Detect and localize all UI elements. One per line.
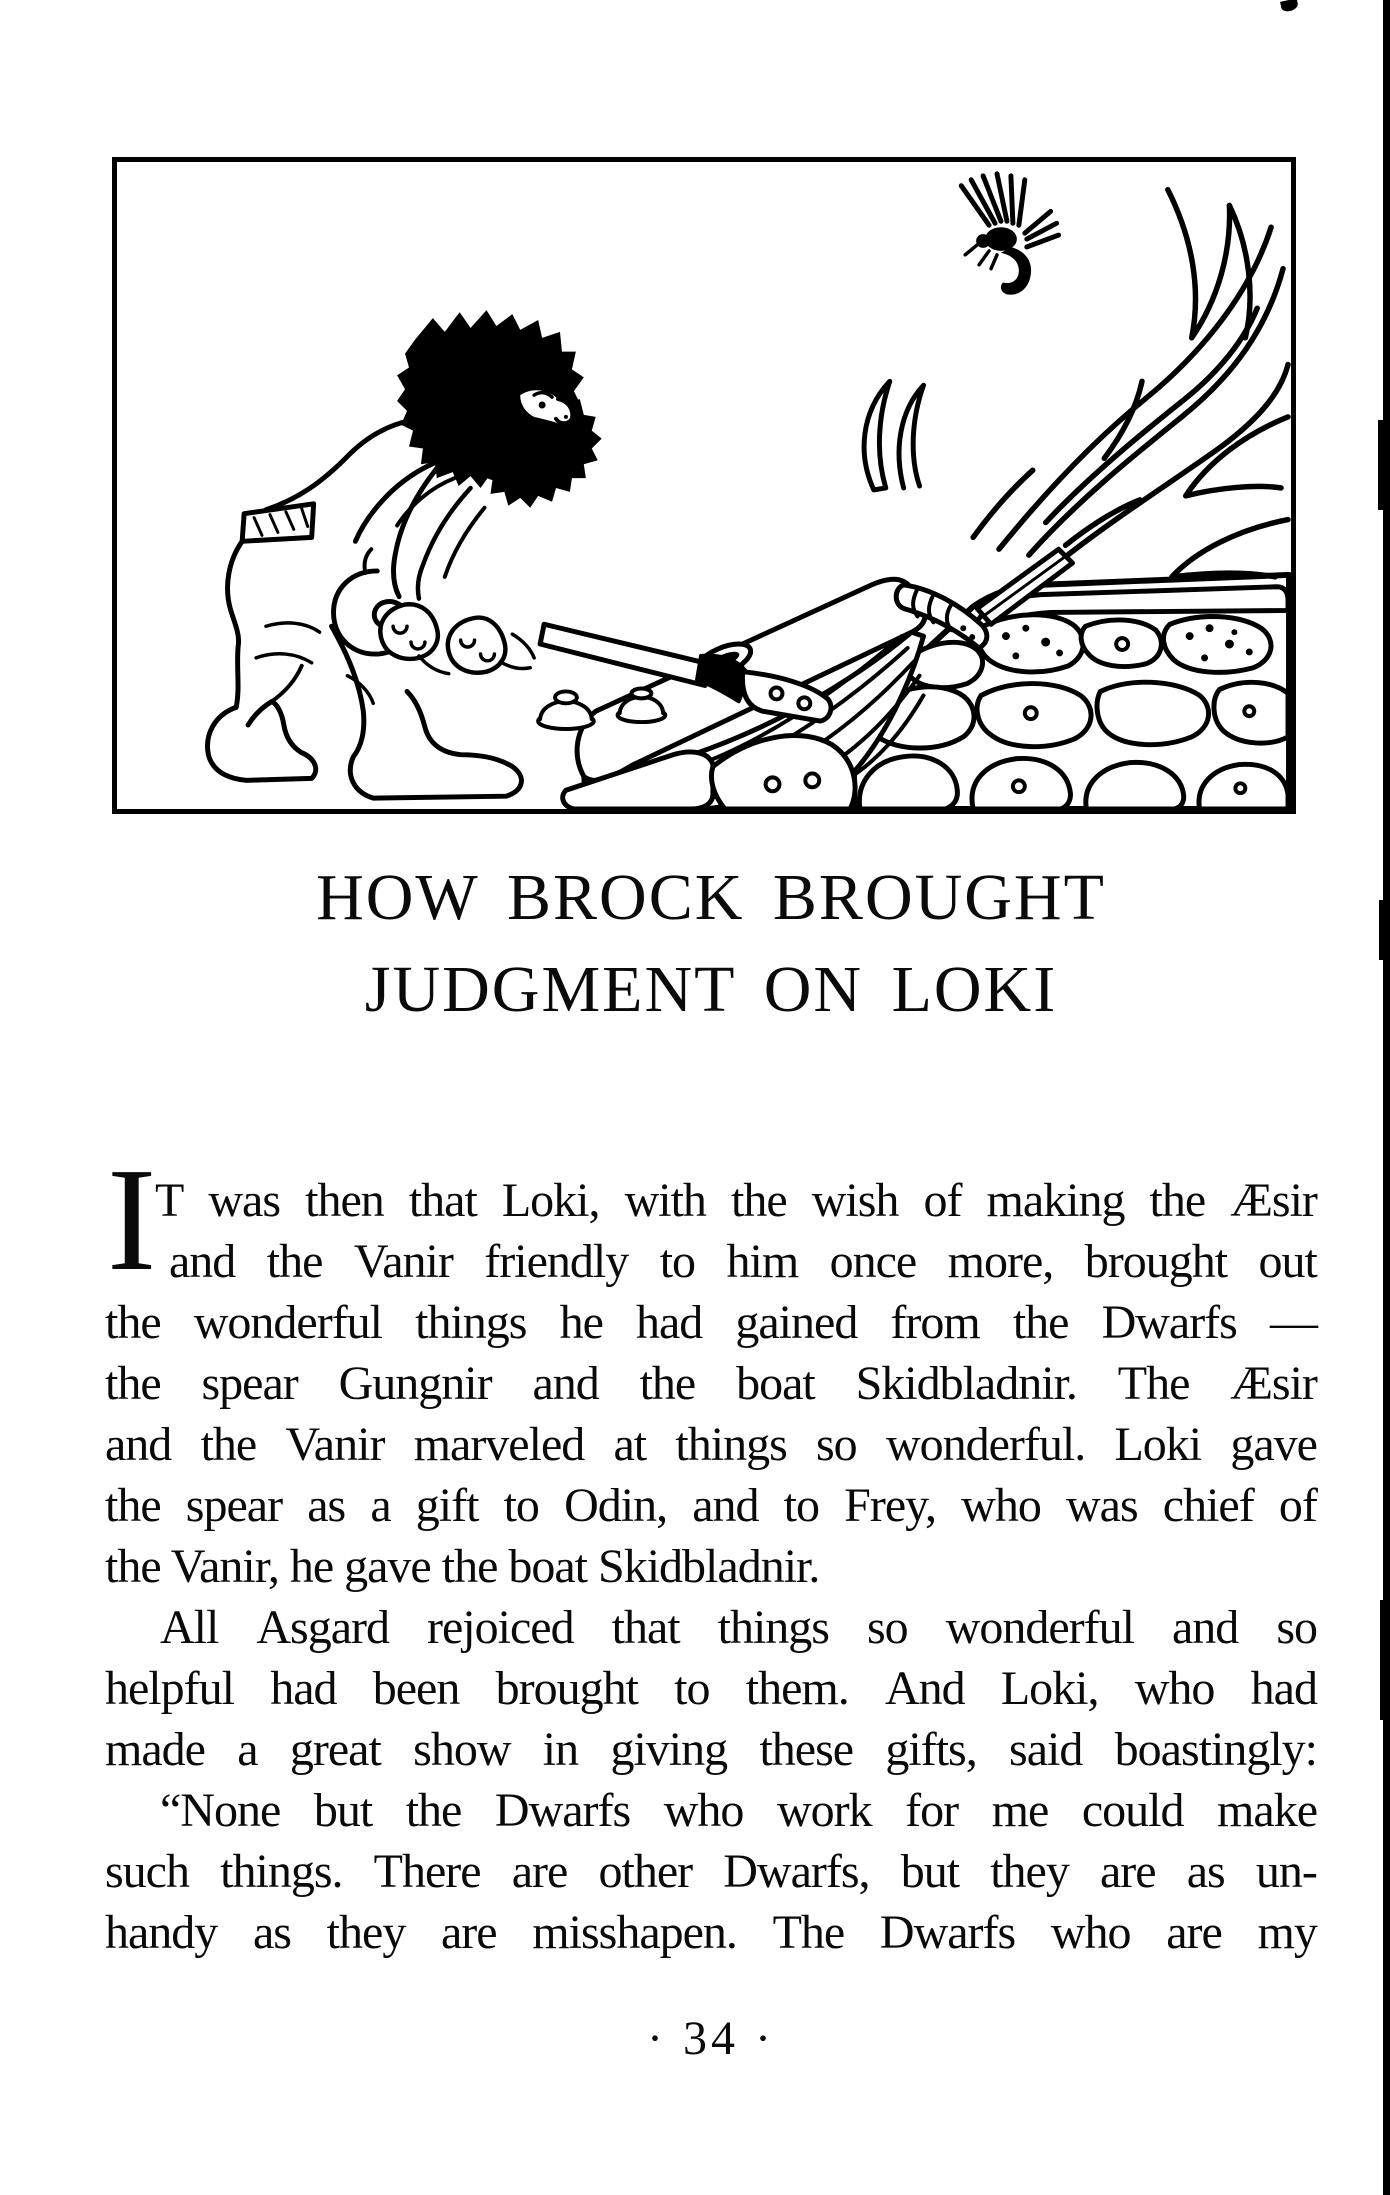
scan-edge-artifact (1383, 0, 1390, 2195)
text-line: the spear Gungnir and the boat Skidbladnir. The Æsir (105, 1357, 1317, 1410)
text-line: the wonderful things he had gained from the Dwarfs — (105, 1296, 1317, 1349)
text-line: handy as they are misshapen. The Dwarfs who are my (105, 1906, 1317, 1959)
fly-figure (961, 174, 1058, 295)
text-line: All Asgard rejoiced that things so wonderful and so (160, 1601, 1317, 1654)
forge-illustration (117, 162, 1291, 809)
text-line: helpful had been brought to them. And Loki, who had (105, 1662, 1317, 1715)
text-line: and the Vanir marveled at things so wonderful. Loki gave (105, 1418, 1317, 1471)
scan-edge-artifact (1378, 420, 1384, 510)
chapter-title-line2: JUDGMENT ON LOKI (364, 953, 1058, 1026)
text-line: such things. There are other Dwarfs, but they are as un- (105, 1845, 1317, 1898)
text-line: the spear as a gift to Odin, and to Frey, who was chief of (105, 1479, 1317, 1532)
body-text (105, 1138, 1317, 1963)
text-line: the Vanir, he gave the boat Skidbladnir. (105, 1540, 820, 1593)
text-line: T was then that Loki, with the wish of making the Æsir (155, 1174, 1317, 1227)
text-line: and the Vanir friendly to him once more, brought out (169, 1235, 1317, 1288)
drop-cap: I (107, 1138, 157, 1302)
chapter-title-line1: HOW BROCK BROUGHT (316, 861, 1106, 934)
text-line: made a great show in giving these gifts, said boastingly: (105, 1723, 1317, 1776)
illustration-frame (112, 157, 1296, 814)
text-line: “None but the Dwarfs who work for me could make (160, 1784, 1317, 1837)
ink-mark (1280, 0, 1299, 13)
chapter-title (105, 852, 1317, 1036)
flames-figure (864, 190, 1288, 577)
scan-edge-artifact (1379, 900, 1384, 960)
page-number: · 34 · (647, 2012, 775, 2065)
body-lines (105, 1170, 1317, 1963)
scan-edge-artifact (1380, 1600, 1384, 1720)
